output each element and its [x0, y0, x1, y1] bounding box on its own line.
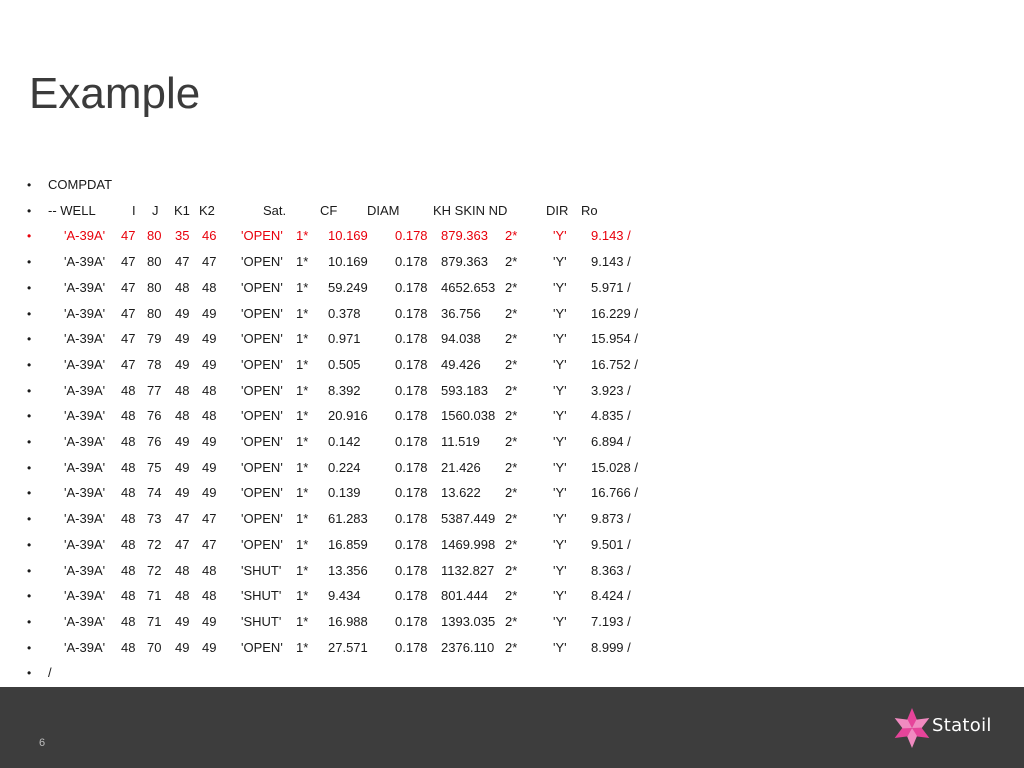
table-cell: 47 [121, 305, 136, 321]
table-cell: K2 [199, 202, 215, 218]
table-cell: 48 [121, 382, 136, 398]
table-cell: 61.283 [328, 511, 368, 527]
table-cell: 47 [202, 536, 217, 552]
compdat-row [0, 277, 1024, 299]
compdat-row [0, 637, 1024, 659]
table-cell: 0.178 [395, 254, 428, 270]
table-cell: 74 [147, 485, 162, 501]
bullet-icon: • [27, 666, 32, 681]
table-cell: 2* [505, 613, 518, 629]
table-cell: 72 [147, 562, 162, 578]
table-cell: 1* [296, 536, 309, 552]
table-cell: 2* [505, 562, 518, 578]
table-cell: 49 [202, 331, 217, 347]
table-cell: 879.363 [441, 228, 488, 244]
compdat-row [0, 303, 1024, 325]
table-cell: 94.038 [441, 331, 481, 347]
table-cell: 0.139 [328, 485, 361, 501]
table-cell: 0.178 [395, 305, 428, 321]
compdat-row [0, 328, 1024, 350]
compdat-header [0, 200, 1024, 222]
compdat-row [0, 251, 1024, 273]
table-cell: 80 [147, 279, 162, 295]
table-cell: 48 [175, 588, 190, 604]
table-cell: 0.178 [395, 485, 428, 501]
table-cell: 80 [147, 305, 162, 321]
bullet-icon: • [27, 229, 32, 244]
table-cell: 'OPEN' [241, 434, 283, 449]
table-cell: 'OPEN' [241, 459, 283, 475]
table-cell: 1* [296, 331, 309, 347]
table-cell: 48 [121, 639, 136, 655]
bullet-icon: • [27, 178, 32, 192]
table-cell: 47 [202, 254, 217, 270]
table-cell: 0.178 [395, 639, 428, 655]
table-cell: 0.178 [395, 331, 428, 347]
table-cell: 6.894 / [591, 434, 631, 449]
slide-title: Example [29, 69, 201, 118]
table-cell: 'Y' [553, 434, 567, 449]
table-cell: 9.434 [328, 588, 361, 604]
table-cell: 10.169 [328, 228, 368, 244]
table-cell: KH SKIN ND [433, 202, 508, 218]
table-cell: 'A-39A' [64, 639, 106, 655]
table-cell: 48 [121, 613, 136, 629]
compdat-row [0, 611, 1024, 633]
table-cell: 48 [175, 562, 190, 578]
table-cell: 'Y' [553, 588, 567, 604]
table-cell: 1* [296, 279, 309, 295]
table-cell: 9.501 / [591, 536, 631, 552]
table-cell: 'Y' [553, 536, 567, 552]
table-cell: CF [320, 202, 338, 218]
logo-text: Statoil [932, 715, 992, 736]
table-cell: 'A-39A' [64, 434, 106, 449]
table-cell: 48 [202, 279, 217, 295]
table-cell: 1* [296, 356, 309, 372]
table-cell: 48 [121, 511, 136, 527]
table-cell: 49 [202, 613, 217, 629]
table-cell: 48 [121, 434, 136, 449]
table-cell: -- WELL [48, 202, 96, 218]
table-cell: 'A-39A' [64, 588, 106, 604]
table-cell: 49 [202, 305, 217, 321]
table-cell: 'OPEN' [241, 639, 283, 655]
table-cell: 3.923 / [591, 382, 631, 398]
table-cell: 70 [147, 639, 162, 655]
table-cell: 0.224 [328, 459, 361, 475]
bullet-icon: • [27, 512, 32, 527]
compdat-row [0, 431, 1024, 453]
table-cell: 'SHUT' [241, 613, 282, 629]
compdat-row [0, 482, 1024, 504]
table-cell: 0.178 [395, 408, 428, 424]
table-cell: 'OPEN' [241, 536, 283, 552]
table-cell: 'A-39A' [64, 279, 106, 295]
table-cell: 1* [296, 588, 309, 604]
table-cell: 47 [175, 511, 190, 527]
table-cell: 7.193 / [591, 613, 631, 629]
table-cell: 48 [121, 408, 136, 424]
table-cell: 21.426 [441, 459, 481, 475]
table-cell: 'OPEN' [241, 511, 283, 527]
table-cell: 47 [175, 536, 190, 552]
table-cell: 16.766 / [591, 485, 638, 501]
table-cell: 2* [505, 382, 518, 398]
table-cell: 48 [121, 562, 136, 578]
table-cell: 4652.653 [441, 279, 496, 295]
table-cell: 16.988 [328, 613, 368, 629]
table-cell: 59.249 [328, 279, 368, 295]
table-cell: 48 [175, 279, 190, 295]
table-cell: 8.999 / [591, 639, 631, 655]
table-cell: 2* [505, 459, 518, 475]
table-cell: 'OPEN' [241, 356, 283, 372]
table-cell: 8.363 / [591, 562, 631, 578]
bullet-icon: • [27, 332, 32, 347]
table-cell: 49.426 [441, 356, 481, 372]
table-cell: 1560.038 [441, 408, 496, 424]
table-cell: 1* [296, 639, 309, 655]
table-cell: 'A-39A' [64, 356, 106, 372]
table-cell: 'Y' [553, 279, 567, 295]
table-cell: 48 [202, 588, 217, 604]
table-cell: 1* [296, 485, 309, 501]
table-cell: 'SHUT' [241, 588, 282, 604]
table-cell: 'A-39A' [64, 536, 106, 552]
table-cell: 1* [296, 382, 309, 398]
table-cell: 1* [296, 562, 309, 578]
table-cell: 2* [505, 536, 518, 552]
statoil-logo [890, 703, 1000, 753]
table-cell: 0.178 [395, 279, 428, 295]
table-cell: 10.169 [328, 254, 368, 270]
table-cell: 'A-39A' [64, 228, 106, 244]
table-cell: 2* [505, 254, 518, 270]
table-cell: 'Y' [553, 511, 567, 527]
table-cell: 15.954 / [591, 331, 638, 347]
table-cell: 2* [505, 588, 518, 604]
table-cell: 'A-39A' [64, 254, 106, 270]
table-cell: 1* [296, 305, 309, 321]
table-cell: 0.178 [395, 562, 428, 578]
table-cell: 'Y' [553, 228, 567, 244]
table-cell: 35 [175, 228, 190, 244]
table-cell: 48 [202, 408, 217, 424]
bullet-icon: • [27, 409, 32, 424]
table-cell: 9.873 / [591, 511, 631, 527]
table-cell: 48 [202, 562, 217, 578]
table-cell: 0.178 [395, 434, 428, 449]
table-cell: 49 [175, 639, 190, 655]
table-cell: 8.424 / [591, 588, 631, 604]
table-cell: 78 [147, 356, 162, 372]
table-cell: 47 [121, 279, 136, 295]
table-cell: 'OPEN' [241, 331, 283, 347]
table-cell: 48 [121, 588, 136, 604]
table-cell: 13.622 [441, 485, 481, 501]
table-cell: 20.916 [328, 408, 368, 424]
table-cell: 49 [202, 459, 217, 475]
bullet-icon: • [27, 306, 32, 321]
footer-bar [0, 687, 1024, 768]
table-cell: 0.178 [395, 228, 428, 244]
bullet-list [0, 172, 1024, 682]
table-cell: 'Y' [553, 305, 567, 321]
table-cell: 'Y' [553, 485, 567, 501]
table-cell: 2* [505, 279, 518, 295]
table-cell: 593.183 [441, 382, 488, 398]
table-cell: 48 [121, 485, 136, 501]
table-cell: 0.178 [395, 511, 428, 527]
table-cell: 47 [121, 228, 136, 244]
table-cell: 'A-39A' [64, 459, 106, 475]
bullet-icon: • [27, 383, 32, 398]
table-cell: 'A-39A' [64, 331, 106, 347]
table-cell: 'Y' [553, 254, 567, 270]
bullet-icon: • [27, 640, 32, 655]
table-cell: 9.143 / [591, 228, 631, 244]
table-cell: 48 [121, 536, 136, 552]
table-cell: 2376.110 [441, 639, 495, 655]
table-cell: 48 [121, 459, 136, 475]
table-cell: 48 [202, 382, 217, 398]
table-cell: Ro [581, 202, 598, 218]
table-cell: 48 [175, 408, 190, 424]
table-cell: 'OPEN' [241, 485, 283, 501]
table-cell: 49 [202, 639, 217, 655]
table-cell: 'Y' [553, 562, 567, 578]
table-cell: 1393.035 [441, 613, 496, 629]
table-cell: 2* [505, 331, 518, 347]
table-cell: 'A-39A' [64, 485, 106, 501]
table-cell: 'OPEN' [241, 305, 283, 321]
table-cell: 49 [175, 485, 190, 501]
table-cell: 0.142 [328, 434, 361, 449]
table-cell: 2* [505, 511, 518, 527]
table-cell: 'Y' [553, 331, 567, 347]
table-cell: 0.178 [395, 382, 428, 398]
table-cell: 'Y' [553, 613, 567, 629]
table-cell: 1132.827 [441, 562, 495, 578]
table-cell: 879.363 [441, 254, 488, 270]
table-cell: 47 [121, 356, 136, 372]
page-number: 6 [39, 737, 46, 749]
bullet-text: COMPDAT [48, 177, 113, 192]
table-cell: 49 [175, 459, 190, 475]
bullet-icon: • [27, 435, 32, 449]
table-cell: 72 [147, 536, 162, 552]
table-cell: 9.143 / [591, 254, 631, 270]
table-cell: 76 [147, 434, 162, 449]
table-cell: 1* [296, 408, 309, 424]
table-cell: 2* [505, 639, 518, 655]
table-cell: DIAM [367, 202, 400, 218]
table-cell: 49 [175, 434, 190, 449]
table-cell: 1* [296, 511, 309, 527]
bullet-item [0, 662, 1024, 684]
bullet-icon: • [27, 460, 32, 475]
table-cell: 1* [296, 228, 309, 244]
table-cell: 'A-39A' [64, 613, 106, 629]
table-cell: 5.971 / [591, 279, 631, 295]
table-cell: 80 [147, 228, 162, 244]
compdat-row [0, 354, 1024, 376]
table-cell: 0.971 [328, 331, 361, 347]
table-cell: 47 [121, 331, 136, 347]
table-cell: 49 [202, 485, 217, 501]
table-cell: 36.756 [441, 305, 481, 321]
bullet-item [0, 174, 1024, 196]
table-cell: 2* [505, 228, 518, 244]
bullet-icon: • [27, 589, 32, 604]
table-cell: 4.835 / [591, 408, 631, 424]
compdat-row [0, 457, 1024, 479]
table-cell: 1* [296, 254, 309, 270]
table-cell: 'OPEN' [241, 279, 283, 295]
table-cell: 71 [147, 613, 162, 629]
table-cell: K1 [174, 202, 190, 218]
table-cell: 0.178 [395, 588, 428, 604]
table-cell: 1* [296, 434, 309, 449]
bullet-icon: • [27, 203, 32, 218]
star-logo-icon [890, 703, 934, 753]
table-cell: 1* [296, 459, 309, 475]
table-cell: 16.859 [328, 536, 368, 552]
table-cell: 'Y' [553, 459, 567, 475]
table-cell: 47 [202, 511, 217, 527]
table-cell: 71 [147, 588, 162, 604]
table-cell: 2* [505, 434, 518, 449]
compdat-row [0, 560, 1024, 582]
table-cell: 2* [505, 356, 518, 372]
table-cell: 'Y' [553, 639, 567, 655]
table-cell: 'A-39A' [64, 382, 106, 398]
table-cell: 8.392 [328, 382, 361, 398]
table-cell: 2* [505, 305, 518, 321]
table-cell: 'Y' [553, 382, 567, 398]
table-cell: 49 [175, 356, 190, 372]
table-cell: 0.178 [395, 536, 428, 552]
table-cell: I [132, 202, 136, 218]
table-cell: 'OPEN' [241, 408, 283, 424]
table-cell: 73 [147, 511, 162, 527]
table-cell: 'SHUT' [241, 562, 282, 578]
bullet-icon: • [27, 537, 32, 552]
table-cell: 0.378 [328, 305, 361, 321]
table-cell: 15.028 / [591, 459, 638, 475]
table-cell: 'A-39A' [64, 408, 106, 424]
table-cell: 'Y' [553, 356, 567, 372]
compdat-row [0, 585, 1024, 607]
table-cell: 0.178 [395, 613, 428, 629]
table-cell: 'OPEN' [241, 254, 283, 270]
table-cell: 'OPEN' [241, 228, 283, 244]
compdat-row [0, 225, 1024, 247]
table-cell: 0.178 [395, 459, 428, 475]
table-cell: 0.178 [395, 356, 428, 372]
table-cell: 49 [202, 434, 217, 449]
bullet-icon: • [27, 486, 32, 501]
table-cell: 75 [147, 459, 162, 475]
table-cell: 48 [175, 382, 190, 398]
table-cell: Sat. [263, 202, 287, 218]
table-cell: 79 [147, 331, 162, 347]
table-cell: 'Y' [553, 408, 567, 424]
bullet-icon: • [27, 280, 32, 295]
table-cell: 76 [147, 408, 162, 424]
table-cell: 49 [175, 305, 190, 321]
table-cell: 'OPEN' [241, 382, 283, 398]
table-cell: 80 [147, 254, 162, 270]
table-cell: 16.229 / [591, 305, 638, 321]
compdat-row [0, 508, 1024, 530]
bullet-icon: • [27, 614, 32, 629]
table-cell: 46 [202, 228, 217, 244]
table-cell: 77 [147, 382, 162, 398]
table-cell: 49 [202, 356, 217, 372]
table-cell: DIR [546, 202, 569, 218]
table-cell: 11.519 [441, 434, 480, 449]
table-cell: 13.356 [328, 562, 368, 578]
table-cell: 'A-39A' [64, 562, 106, 578]
table-cell: 5387.449 [441, 511, 496, 527]
bullet-icon: • [27, 357, 32, 372]
bullet-text: / [48, 665, 52, 681]
table-cell: 0.505 [328, 356, 361, 372]
bullet-icon: • [27, 563, 32, 578]
table-cell: 16.752 / [591, 356, 638, 372]
table-cell: 47 [121, 254, 136, 270]
compdat-row [0, 380, 1024, 402]
table-cell: 'A-39A' [64, 511, 106, 527]
table-cell: 49 [175, 613, 190, 629]
table-cell: 49 [175, 331, 190, 347]
table-cell: 2* [505, 408, 518, 424]
bullet-icon: • [27, 255, 32, 270]
table-cell: 1469.998 [441, 536, 496, 552]
table-cell: 2* [505, 485, 518, 501]
table-cell: J [152, 202, 159, 218]
table-cell: 1* [296, 613, 309, 629]
table-cell: 47 [175, 254, 190, 270]
table-cell: 27.571 [328, 639, 368, 655]
compdat-row [0, 405, 1024, 427]
compdat-row [0, 534, 1024, 556]
table-cell: 'A-39A' [64, 305, 106, 321]
table-cell: 801.444 [441, 588, 488, 604]
